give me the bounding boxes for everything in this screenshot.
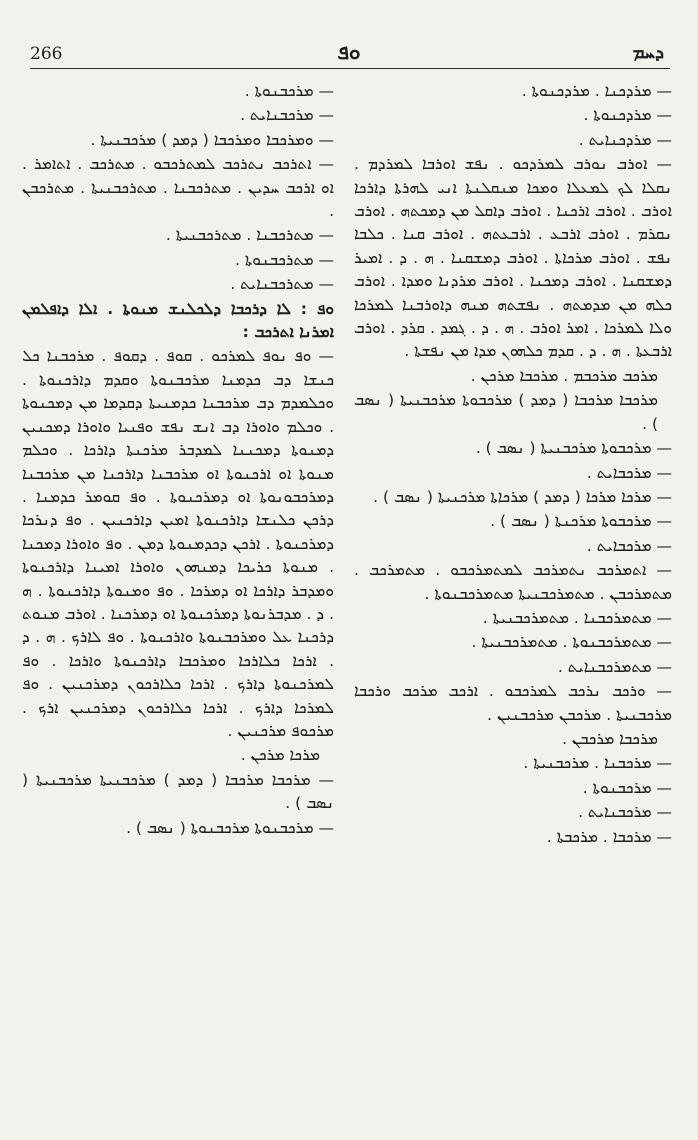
dictionary-entry: — ܡܪܕܟܢܘܬܐ . [583,106,672,125]
dictionary-entry: ܡܪܟܒܐ ܡܪܟܒܐ ( ܕܡܕ ) ܡܪܟܒܘܬܐ ܡܪܟܒܢܝܬܐ ( ܢܣܒ ) . [354,391,658,433]
root-heading: ܘܦ : ܠܐ ܕܪܟܒܐ ܕܠܟܠܢܫ ܡܢܘܬܐ . ܐܠܐ ܕܐܦܠܡܢ ܐܡܪܢܐ ܐܬܪܟܒ : [22,299,334,342]
dictionary-entry: — ܡܪܕܟܢܐܝܬ . [578,130,672,149]
page-number: 266 [30,44,63,64]
dictionary-entry: — ܘܡܪܟܒܐ ܘܡܪܟܒܐ ( ܕܡܕ ) ܡܪܟܒܢܝܬܐ . [90,130,334,149]
dictionary-entry: — ܐܘܪܒ ܢܘܪܒ ܠܡܪܕܟܘ . ܢܦܫ ܐܘܪܒܐ ܠܡܪܕܡ . ܢܩܠܐ ܠܟ ܠܡܥܠܐ ܘܡܟܐ ܡܢܩܠܢܬܐ ܐܢܝ ܠܗܪܬܐ ܕܐܪܟܐ ܐܘܪܒ . ܐܘܪܒ ܐܪܟܢܐ . ܐܘܪܒ ܕܐܩܠ ܡܢ ܕܡܟܬܗ . ܐܘܪܒ ܢܩܪܡ . ܐܘܪܒ ܐܪܒܥ . ܐܪܒܥܬܗ . ܐܘܪܒ ܩܢܐ . ܟܠܒܐ ܢܦܫ . ܐܘܪܒ ܡܪܟܐܬܐ . ܐܘܪܒ ܕܡܫܩܢܐ . ܗ . ܕ . ܐܡܝܪ ܕܡܫܩܢܐ . ܐܘܪܒ ܕܡܟܢܐ . ܐܘܪܒ ܡܪܕܢܐ ܘܡܕܐ . ܐܘܪܒ ܟܠܗ ܡܢ ܡܕܡܬܗ . ܢܦܫܬܗ ܡܢܗ ܕܐܘܪܒܢܐ ܠܡܪܟܐ ܘܠܐ ܠܡܪܟܐ . ܐܡܪ ܐܘܪܒ . ܗ . ܕ . ܓܡܕ . ܩܪܕ . ܐܘܪܒ ܐܪܒܥܬܐ . ܗ . ܕ . ܩܕܡ ܟܠܗܘܢ ܡܕܐ ܡܢ ܢܦܫܬܐ . [354,155,672,361]
dictionary-entry: — ܘܦ ܢܘܦ ܠܡܪܟܘ . ܩܘܦ . ܕܩܘܦ . ܡܪܟܒܢܐ ܟܠ ܟܢܫܐ ܕܒ ܟܕܡܢܐ ܡܪܟܒܢܘܬܐ ܘܩܕܡ ܕܐܪܟܢܘܬܐ . ܘܟܠܡܕܡ ܕܒ ܡܪܟܒܢܐ ܟܕܡܢܝܬܐ ܕܩܕܡܐ ܡܢ ܕܡܟܢܘܬܐ . ܘܟܠܡ ܘܐܘܪܐ ܕܒ ܐܢܫ ܢܦܫ ܘܦܢܝܐ ܘܐܘܪܐ ܕܡܟܢܝܢ ܕܡܢܘܬܐ ܕܡܟܢܢܐ ܠܡܕܒܪ ܡܪܟܢܬܐ ܕܐܪܟܐ . ܘܟܠܡ ܡܢܘܬܐ ܐܘ ܐܪܟܢܘܬܐ ܐܘ ܡܪܟܒܢܐ ܕܐܪܟܢܐ ܡܢ ܡܪܟܒܢܐ ܕܡܪܟܒܘܢܘܬܐ ܐܘ ܕܡܪܟܢܘܬܐ . ܘܦ ܩܘܡܪ ܟܕܡܢܐ . ܕܪܟܢ ܟܠܢܫܐ ܕܐܪܟܢܘܬܐ ܐܡܝܢ ܕܐܪܟܢܝܢ . ܘܦ ܕܢܪܟܐ ܕܡܪܟܢܘܬܐ . ܐܪܟܢ ܕܟܕܡܢܘܬܐ ܕܡܢ . ܘܦ ܘܐܘܪܐ ܕܡܟܢܐ . ܡܢܘܬܐ ܟܪܝܟܐ ܕܡܢܗܘܢ ܘܐܘܪܐ ܐܡܝܢܐ ܕܐܪܟܢܘܬܐ ܘܡܕܒܪ ܕܐܪܟܐ ܐܘ ܕܡܪܟܐ . ܘܦ ܘܡܢܘܬܐ ܕܐܪܟܢܘܬܐ . ܗ . ܕ . ܡܕܒܪܢܘܬܐ ܕܡܪܟܢܘܬܐ ܐܘ ܕܡܪܟܢܐ . ܐܘܪܒ ܡܢܘܬ ܕܪܟܢܐ ܥܠ ܘܡܪܟܒܢܘܬܐ ܘܐܪܟܢܘܬܐ . ܘܦ ܠܐܪܟ . ܗ . ܕ . ܐܪܟܐ ܟܠܐܪܟܐ ܘܡܪܟܒܐ ܕܐܪܟܢܘܬܐ ܘܐܪܟܐ . ܘܦ ܠܡܪܟܢܘܬܐ ܕܐܪܟ . ܐܪܟܐ ܟܠܐܪܟܘܢ ܕܡܪܟܢܝܢ . ܘܦ ܠܡܪܟܐ ܕܐܪܟ . ܐܪܟܐ ܟܠܐܪܟܘܢ ܕܡܪܟܢܝܢ ܐܪܟ . ܡܪܟܘܦ ܡܪܟܢܝܢ . [22,347,334,740]
dictionary-entry: — ܡܪܟܒܐ ܡܪܟܒܐ ( ܕܡܕ ) ܡܪܟܒܢܝܬܐ ܡܪܟܒܢܝܬܐ ( ܢܣܒ ) . [22,770,334,813]
dictionary-entry: — ܡܪܟܒܢܐܝܬ . [240,106,334,125]
running-header [0,38,698,72]
dictionary-entry: — ܡܬܡܪܟܒܢܐܝܬ . [557,657,672,676]
dictionary-entry: — ܡܪܟܒܘܬܐ ܡܪܟܒܢܝܬܐ ( ܢܣܒ ) . [475,439,672,458]
right-column [354,80,672,850]
header-center-word: ܘܦ [337,40,361,64]
dictionary-entry: — ܡܪܟܒܐܝܬ . [586,463,672,482]
dictionary-entry: — ܡܬܡܪܟܒܢܐ . ܡܬܡܪܟܒܢܝܬܐ . [482,608,672,627]
left-column [22,80,334,841]
header-catchword: ܕܚܡ [632,42,664,63]
dictionary-entry: — ܐܬܡܪܟܒ ܢܬܡܪܟܒ ܠܡܬܡܪܟܒܘ . ܡܬܡܪܟܒ . ܡܬܡܪܟܒܢ . ܡܬܡܪܟܒܢܝܬܐ ܡܬܡܪܟܒܢܘܬܐ . [354,561,672,603]
dictionary-entry: — ܡܬܡܪܟܒܢܘܬܐ . ܡܬܡܪܟܒܢܝܬܐ . [471,633,672,652]
dictionary-entry: — ܡܪܕܟܢܐ . ܡܪܕܟܢܘܬܐ . [521,82,672,100]
dictionary-entry: ܡܪܟܒܐ ܡܪܟܒܢ . [562,729,658,748]
dictionary-entry: — ܡܪܟܒܢܐܝܬ . [578,803,672,822]
dictionary-entry: — ܡܪܟܒܢܐ . ܡܪܟܒܢܝܬܐ . [523,754,672,773]
dictionary-entry: — ܘܪܟܒ ܢܪܟܒ ܠܡܪܟܒܘ . ܐܪܟܒ ܡܪܟܒ ܘܪܟܒܐ ܡܪܟܒܢܝܬܐ . ܡܪܟܒܢ ܡܪܟܒܢܝܢ . [354,682,672,724]
dictionary-entry: — ܡܪܟܒܐܝܬ . [586,536,672,555]
dictionary-entry: ܡܪܟܐ ܡܪܟܢ . [240,746,320,765]
dictionary-entry: — ܡܪܟܒܢܘܬܐ . [244,82,334,100]
header-rule [30,68,670,69]
dictionary-entry: — ܡܬܪܟܒܢܐ . ܡܬܪܟܒܢܝܬܐ . [165,226,334,245]
dictionary-entry: — ܡܬܪܟܒܢܘܬܐ . [234,250,334,269]
dictionary-entry: — ܡܪܟܒܢܘܬܐ . [582,778,672,797]
dictionary-entry: — ܡܬܪܟܒܢܐܝܬ . [230,275,334,294]
dictionary-entry: — ܡܪܟܒܢܘܬܐ ܡܪܟܒܢܘܬܐ ( ܢܣܒ ) . [126,818,334,837]
dictionary-entry: — ܐܬܪܟܒ ܢܬܪܟܒ ܠܡܬܪܟܒܘ . ܡܬܪܟܒ . ܐܬܐܡܪ . ܐܘ ܐܪܟܒ ܚܕܝܢ . ܡܬܪܟܒܢܐ . ܡܬܪܟܒܢܝܬܐ . ܡܬܪܟܒܢ . [22,155,334,221]
dictionary-entry: — ܡܪܟܐ ܡܪܟܐ ( ܕܡܕ ) ܡܪܟܐܬܐ ܡܪܟܢܝܬܐ ( ܢܣܒ ) . [373,487,672,506]
dictionary-entry: ܡܪܟܒ ܡܪܟܒܡ . ܡܪܟܒܐ ܡܪܟܢ . [470,366,658,385]
dictionary-entry: — ܡܪܟܒܘܬܐ ܡܪܟܢܬܐ ( ܢܣܒ ) . [490,512,672,531]
dictionary-entry: — ܡܪܟܒܐ . ܡܪܟܒܬܐ . [546,827,672,846]
